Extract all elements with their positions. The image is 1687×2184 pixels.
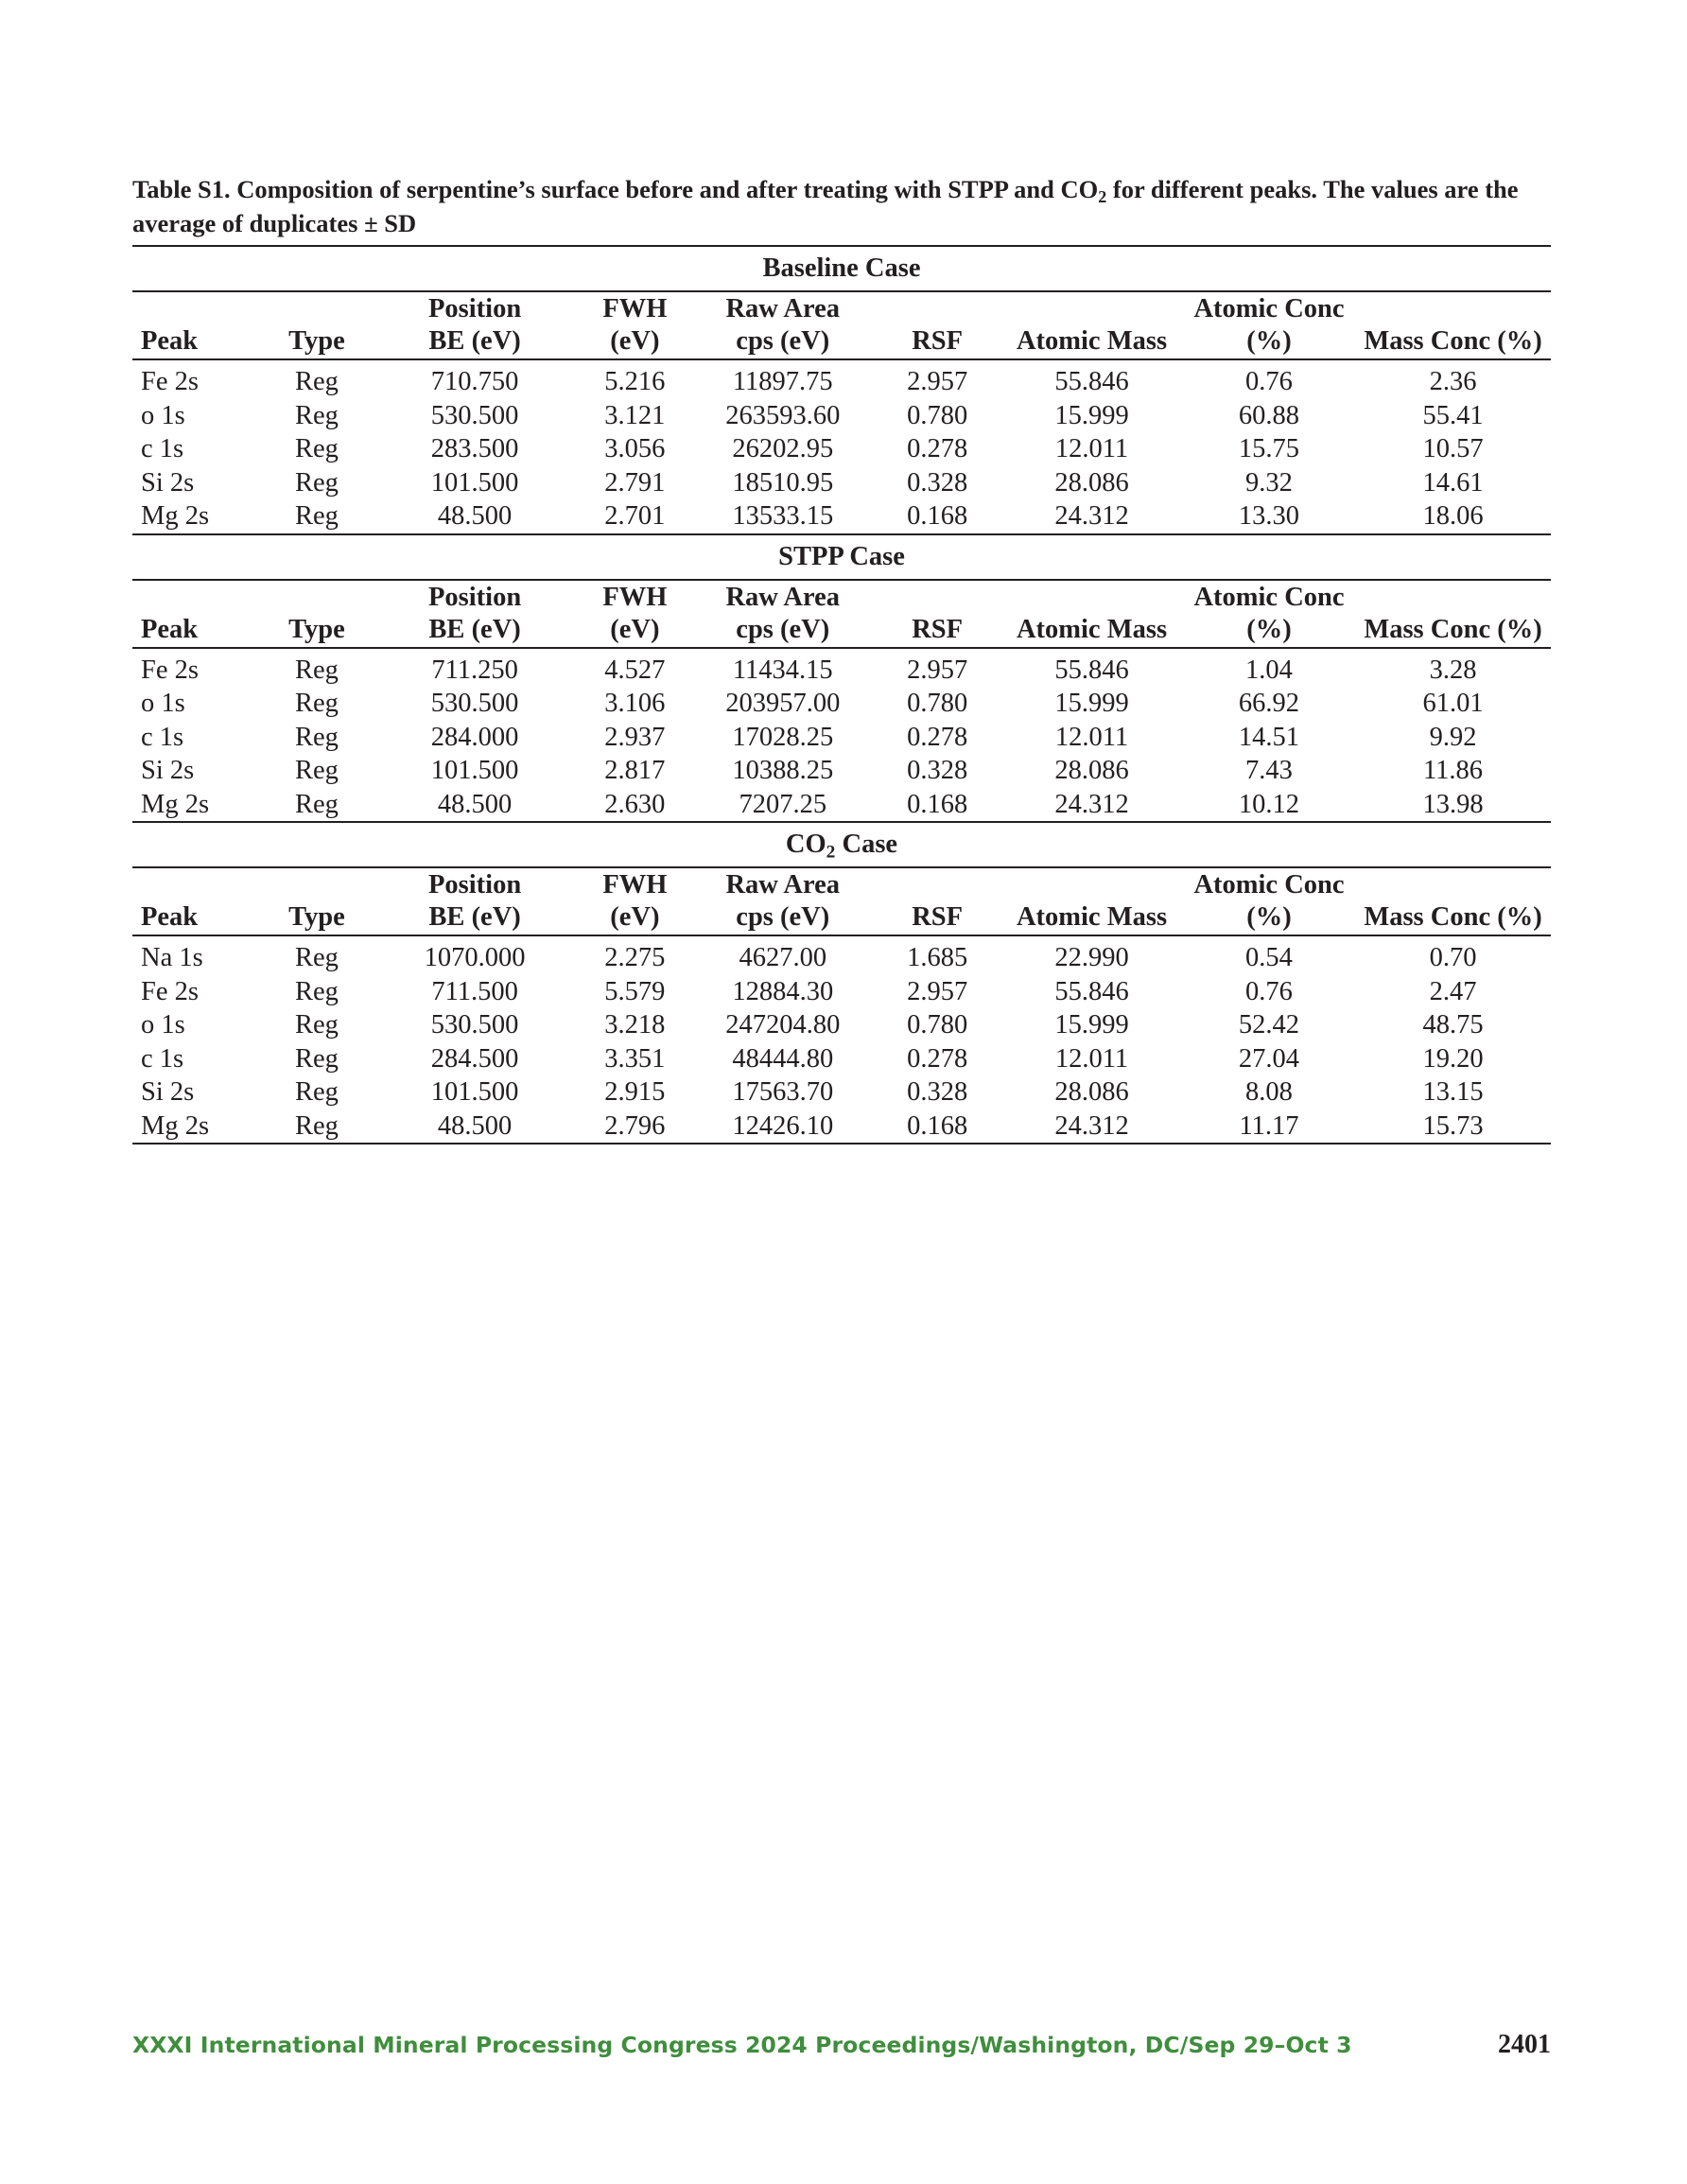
cell-fwh: 3.106	[604, 689, 666, 719]
caption-text-prefix: Table S1. Composition of serpentine’s surface before and after treating with STPP and CO	[132, 175, 1099, 203]
cell-mass-conc: 9.92	[1429, 722, 1477, 752]
col-header-atomic-conc: Atomic Conc	[1193, 870, 1345, 900]
col-header-raw-area: cps (eV)	[691, 900, 874, 935]
col-header-type	[262, 291, 372, 324]
cell-atomic-mass: 15.999	[1054, 1010, 1129, 1040]
cell-atomic-conc: 1.04	[1245, 655, 1293, 685]
cell-atomic-mass: 24.312	[1000, 499, 1183, 534]
table-caption	[132, 172, 1551, 240]
page-number: 2401	[1498, 2030, 1551, 2059]
col-header-peak	[132, 867, 262, 900]
table-row	[132, 466, 1551, 500]
col-header-rsf	[874, 580, 1000, 613]
col-header-position: Position	[428, 582, 522, 612]
cell-fwh: 3.121	[604, 400, 666, 430]
cell-type: Reg	[295, 1010, 339, 1040]
cell-mass-conc: 18.06	[1355, 499, 1551, 534]
table-row	[132, 975, 1551, 1009]
cell-atomic-mass: 12.011	[1054, 722, 1129, 752]
cell-atomic-conc: 10.12	[1183, 788, 1355, 823]
cell-raw-area: 263593.60	[725, 400, 841, 430]
col-header-mass-conc	[1355, 867, 1551, 900]
section-title	[132, 822, 1551, 867]
cell-rsf: 0.278	[907, 434, 968, 464]
cell-raw-area: 203957.00	[725, 689, 841, 719]
col-header-peak: Peak	[132, 324, 262, 359]
cell-rsf: 0.328	[907, 756, 968, 786]
col-header-mass-conc: Mass Conc (%)	[1355, 900, 1551, 935]
col-header-mass-conc: Mass Conc (%)	[1355, 613, 1551, 648]
cell-atomic-conc: 60.88	[1238, 400, 1300, 430]
cell-type: Reg	[295, 756, 339, 786]
section-title: STPP Case	[132, 534, 1551, 580]
table-row	[132, 399, 1551, 433]
header-row	[132, 291, 1551, 324]
cell-position: 530.500	[430, 1010, 519, 1040]
cell-mass-conc: 61.01	[1422, 689, 1484, 719]
table-row	[132, 687, 1551, 721]
col-header-atomic-mass	[1000, 580, 1183, 613]
cell-rsf: 0.780	[907, 400, 968, 430]
cell-atomic-mass: 28.086	[1054, 1077, 1129, 1108]
col-header-rsf: RSF	[874, 900, 1000, 935]
table-row	[132, 788, 1551, 823]
cell-position: 530.500	[430, 689, 519, 719]
cell-atomic-conc: 11.17	[1183, 1109, 1355, 1144]
header-row	[132, 900, 1551, 935]
cell-atomic-mass: 15.999	[1054, 689, 1129, 719]
cell-type: Reg	[295, 722, 339, 752]
cell-position: 48.500	[372, 1109, 579, 1144]
col-header-fwh: (eV)	[578, 324, 691, 359]
cell-rsf: 2.957	[907, 655, 968, 685]
cell-type: Reg	[262, 1109, 372, 1144]
section-title-prefix: CO	[785, 830, 826, 859]
cell-position: 283.500	[430, 434, 519, 464]
table-row	[132, 1075, 1551, 1109]
cell-position: 1070.000	[424, 943, 526, 973]
cell-raw-area: 26202.95	[732, 434, 834, 464]
table-row	[132, 1042, 1551, 1076]
cell-fwh: 2.937	[604, 722, 666, 752]
cell-rsf: 2.957	[907, 976, 968, 1006]
cell-rsf: 0.328	[907, 467, 968, 498]
cell-fwh: 2.275	[604, 943, 666, 973]
cell-rsf: 0.168	[874, 1109, 1000, 1144]
col-header-atomic-conc: Atomic Conc	[1193, 582, 1345, 612]
cell-fwh: 2.915	[604, 1077, 666, 1108]
col-header-peak	[132, 580, 262, 613]
col-header-atomic-mass: Atomic Mass	[1000, 900, 1183, 935]
cell-atomic-mass: 55.846	[1054, 976, 1129, 1006]
cell-peak: Fe 2s	[141, 655, 199, 685]
cell-mass-conc: 48.75	[1422, 1010, 1484, 1040]
cell-raw-area: 18510.95	[732, 467, 834, 498]
cell-atomic-mass: 15.999	[1054, 400, 1129, 430]
col-header-atomic-mass	[1000, 291, 1183, 324]
col-header-mass-conc	[1355, 580, 1551, 613]
cell-atomic-conc: 27.04	[1238, 1043, 1300, 1074]
cell-peak: Mg 2s	[132, 499, 262, 534]
col-header-raw-area: cps (eV)	[691, 613, 874, 648]
cell-peak: Fe 2s	[141, 976, 199, 1006]
col-header-fwh: (eV)	[578, 613, 691, 648]
table-row	[132, 935, 1551, 975]
cell-rsf: 0.168	[874, 788, 1000, 823]
cell-mass-conc: 2.36	[1429, 367, 1477, 397]
cell-atomic-conc: 15.75	[1238, 434, 1300, 464]
cell-type: Reg	[295, 434, 339, 464]
cell-mass-conc: 11.86	[1422, 756, 1484, 786]
col-header-rsf: RSF	[874, 324, 1000, 359]
cell-rsf: 0.780	[907, 1010, 968, 1040]
cell-raw-area: 13533.15	[691, 499, 874, 534]
cell-fwh: 2.630	[578, 788, 691, 823]
cell-atomic-conc: 9.32	[1245, 467, 1293, 498]
cell-type: Reg	[295, 943, 339, 973]
col-header-atomic-mass	[1000, 867, 1183, 900]
cell-fwh: 3.056	[604, 434, 666, 464]
cell-atomic-conc: 52.42	[1238, 1010, 1300, 1040]
cell-position: 710.750	[430, 367, 519, 397]
cell-mass-conc: 13.15	[1422, 1077, 1484, 1108]
cell-type: Reg	[295, 1077, 339, 1108]
cell-type: Reg	[295, 367, 339, 397]
col-header-atomic-conc: (%)	[1183, 613, 1355, 648]
col-header-atomic-conc: (%)	[1183, 900, 1355, 935]
cell-atomic-conc: 0.54	[1245, 943, 1293, 973]
cell-mass-conc: 13.98	[1355, 788, 1551, 823]
cell-peak: o 1s	[141, 1010, 185, 1040]
col-header-position: BE (eV)	[372, 324, 579, 359]
col-header-peak: Peak	[132, 900, 262, 935]
cell-atomic-conc: 8.08	[1245, 1077, 1293, 1108]
cell-fwh: 3.351	[604, 1043, 666, 1074]
table-row	[132, 499, 1551, 534]
cell-position: 101.500	[430, 1077, 519, 1108]
cell-mass-conc: 55.41	[1422, 400, 1484, 430]
cell-atomic-mass: 28.086	[1054, 467, 1129, 498]
cell-raw-area: 7207.25	[691, 788, 874, 823]
table-row	[132, 648, 1551, 688]
col-header-type: Type	[262, 613, 372, 648]
cell-position: 101.500	[430, 756, 519, 786]
cell-peak: c 1s	[141, 434, 184, 464]
cell-raw-area: 17028.25	[732, 722, 834, 752]
col-header-raw-area: cps (eV)	[691, 324, 874, 359]
header-row	[132, 867, 1551, 900]
cell-atomic-conc: 66.92	[1238, 689, 1300, 719]
col-header-peak	[132, 291, 262, 324]
cell-peak: o 1s	[141, 400, 185, 430]
cell-position: 284.500	[430, 1043, 519, 1074]
cell-type: Reg	[295, 689, 339, 719]
cell-peak: Si 2s	[141, 756, 195, 786]
cell-atomic-conc: 0.76	[1245, 367, 1293, 397]
cell-raw-area: 17563.70	[732, 1077, 834, 1108]
cell-rsf: 0.328	[907, 1077, 968, 1108]
col-header-raw-area: Raw Area	[725, 870, 841, 900]
cell-peak: Na 1s	[141, 943, 203, 973]
cell-atomic-mass: 55.846	[1054, 655, 1129, 685]
cell-atomic-mass: 24.312	[1000, 1109, 1183, 1144]
table-row	[132, 754, 1551, 788]
cell-rsf: 1.685	[907, 943, 968, 973]
col-header-atomic-mass: Atomic Mass	[1000, 613, 1183, 648]
cell-peak: c 1s	[141, 722, 184, 752]
footer-proceedings: XXXI International Mineral Processing Congress 2024 Proceedings/Washington, DC/Sep 29–Oct 3	[132, 2032, 1352, 2058]
cell-peak: o 1s	[141, 689, 185, 719]
cell-mass-conc: 14.61	[1422, 467, 1484, 498]
cell-raw-area: 10388.25	[732, 756, 834, 786]
cell-peak: Si 2s	[141, 467, 195, 498]
cell-raw-area: 4627.00	[739, 943, 827, 973]
col-header-fwh: FWH	[602, 870, 668, 900]
cell-peak: Fe 2s	[141, 367, 199, 397]
cell-mass-conc: 15.73	[1355, 1109, 1551, 1144]
cell-rsf: 0.278	[907, 722, 968, 752]
table-row	[132, 432, 1551, 466]
cell-raw-area: 48444.80	[732, 1043, 834, 1074]
cell-type: Reg	[295, 467, 339, 498]
cell-fwh: 2.796	[578, 1109, 691, 1144]
cell-peak: Mg 2s	[132, 1109, 262, 1144]
cell-fwh: 2.701	[578, 499, 691, 534]
cell-position: 711.500	[431, 976, 518, 1006]
cell-atomic-conc: 13.30	[1183, 499, 1355, 534]
composition-table	[132, 245, 1551, 1144]
col-header-position: Position	[428, 294, 522, 323]
col-header-raw-area: Raw Area	[725, 294, 841, 323]
col-header-position: Position	[428, 870, 522, 900]
section-title-subscript: 2	[826, 842, 836, 863]
cell-atomic-mass: 12.011	[1054, 434, 1129, 464]
cell-atomic-conc: 14.51	[1238, 722, 1300, 752]
col-header-mass-conc: Mass Conc (%)	[1355, 324, 1551, 359]
cell-raw-area: 12884.30	[732, 976, 834, 1006]
cell-atomic-mass: 24.312	[1000, 788, 1183, 823]
col-header-position: BE (eV)	[372, 613, 579, 648]
header-row	[132, 613, 1551, 648]
cell-rsf: 0.780	[907, 689, 968, 719]
cell-fwh: 5.579	[604, 976, 666, 1006]
cell-position: 48.500	[372, 499, 579, 534]
cell-atomic-mass: 12.011	[1054, 1043, 1129, 1074]
caption-subscript: 2	[1098, 187, 1107, 207]
cell-peak: Mg 2s	[132, 788, 262, 823]
cell-type: Reg	[262, 499, 372, 534]
cell-mass-conc: 10.57	[1422, 434, 1484, 464]
cell-atomic-mass: 55.846	[1054, 367, 1129, 397]
col-header-fwh: (eV)	[578, 900, 691, 935]
cell-mass-conc: 19.20	[1422, 1043, 1484, 1074]
col-header-peak: Peak	[132, 613, 262, 648]
col-header-type: Type	[262, 900, 372, 935]
cell-atomic-mass: 28.086	[1054, 756, 1129, 786]
col-header-atomic-conc: (%)	[1183, 324, 1355, 359]
section-title-row	[132, 822, 1551, 867]
cell-peak: Si 2s	[141, 1077, 195, 1108]
cell-mass-conc: 2.47	[1429, 976, 1477, 1006]
col-header-rsf	[874, 867, 1000, 900]
col-header-fwh: FWH	[602, 582, 668, 612]
header-row	[132, 580, 1551, 613]
col-header-raw-area: Raw Area	[725, 582, 841, 612]
cell-position: 711.250	[431, 655, 518, 685]
table-row	[132, 1109, 1551, 1144]
section-title-row	[132, 246, 1551, 291]
cell-position: 48.500	[372, 788, 579, 823]
cell-position: 530.500	[430, 400, 519, 430]
cell-atomic-conc: 7.43	[1245, 756, 1293, 786]
cell-type: Reg	[262, 788, 372, 823]
cell-atomic-conc: 0.76	[1245, 976, 1293, 1006]
cell-mass-conc: 3.28	[1429, 655, 1477, 685]
cell-position: 101.500	[430, 467, 519, 498]
col-header-rsf	[874, 291, 1000, 324]
cell-type: Reg	[295, 400, 339, 430]
cell-fwh: 3.218	[604, 1010, 666, 1040]
section-title-suffix: Case	[835, 830, 898, 859]
cell-type: Reg	[295, 655, 339, 685]
header-row	[132, 324, 1551, 359]
col-header-atomic-mass: Atomic Mass	[1000, 324, 1183, 359]
cell-fwh: 2.817	[604, 756, 666, 786]
cell-peak: c 1s	[141, 1043, 184, 1074]
cell-raw-area: 12426.10	[691, 1109, 874, 1144]
cell-fwh: 2.791	[604, 467, 666, 498]
cell-fwh: 5.216	[604, 367, 666, 397]
cell-type: Reg	[295, 976, 339, 1006]
cell-rsf: 0.168	[874, 499, 1000, 534]
section-title-row	[132, 534, 1551, 580]
cell-rsf: 0.278	[907, 1043, 968, 1074]
col-header-position: BE (eV)	[372, 900, 579, 935]
col-header-atomic-conc: Atomic Conc	[1193, 294, 1345, 323]
cell-raw-area: 11434.15	[732, 655, 833, 685]
col-header-fwh: FWH	[602, 294, 668, 323]
col-header-rsf: RSF	[874, 613, 1000, 648]
cell-type: Reg	[295, 1043, 339, 1074]
table-row	[132, 1008, 1551, 1042]
caption-text-suffix: for different peaks. The values are the average of duplicates ± SD	[132, 175, 1519, 237]
cell-raw-area: 11897.75	[732, 367, 833, 397]
table-row	[132, 721, 1551, 755]
cell-raw-area: 247204.80	[725, 1010, 841, 1040]
section-title: Baseline Case	[132, 246, 1551, 291]
cell-fwh: 4.527	[604, 655, 666, 685]
cell-atomic-mass: 22.990	[1054, 943, 1129, 973]
col-header-type: Type	[262, 324, 372, 359]
col-header-type	[262, 580, 372, 613]
cell-rsf: 2.957	[907, 367, 968, 397]
table-row	[132, 359, 1551, 399]
cell-position: 284.000	[430, 722, 519, 752]
cell-mass-conc: 0.70	[1429, 943, 1477, 973]
col-header-type	[262, 867, 372, 900]
col-header-mass-conc	[1355, 291, 1551, 324]
